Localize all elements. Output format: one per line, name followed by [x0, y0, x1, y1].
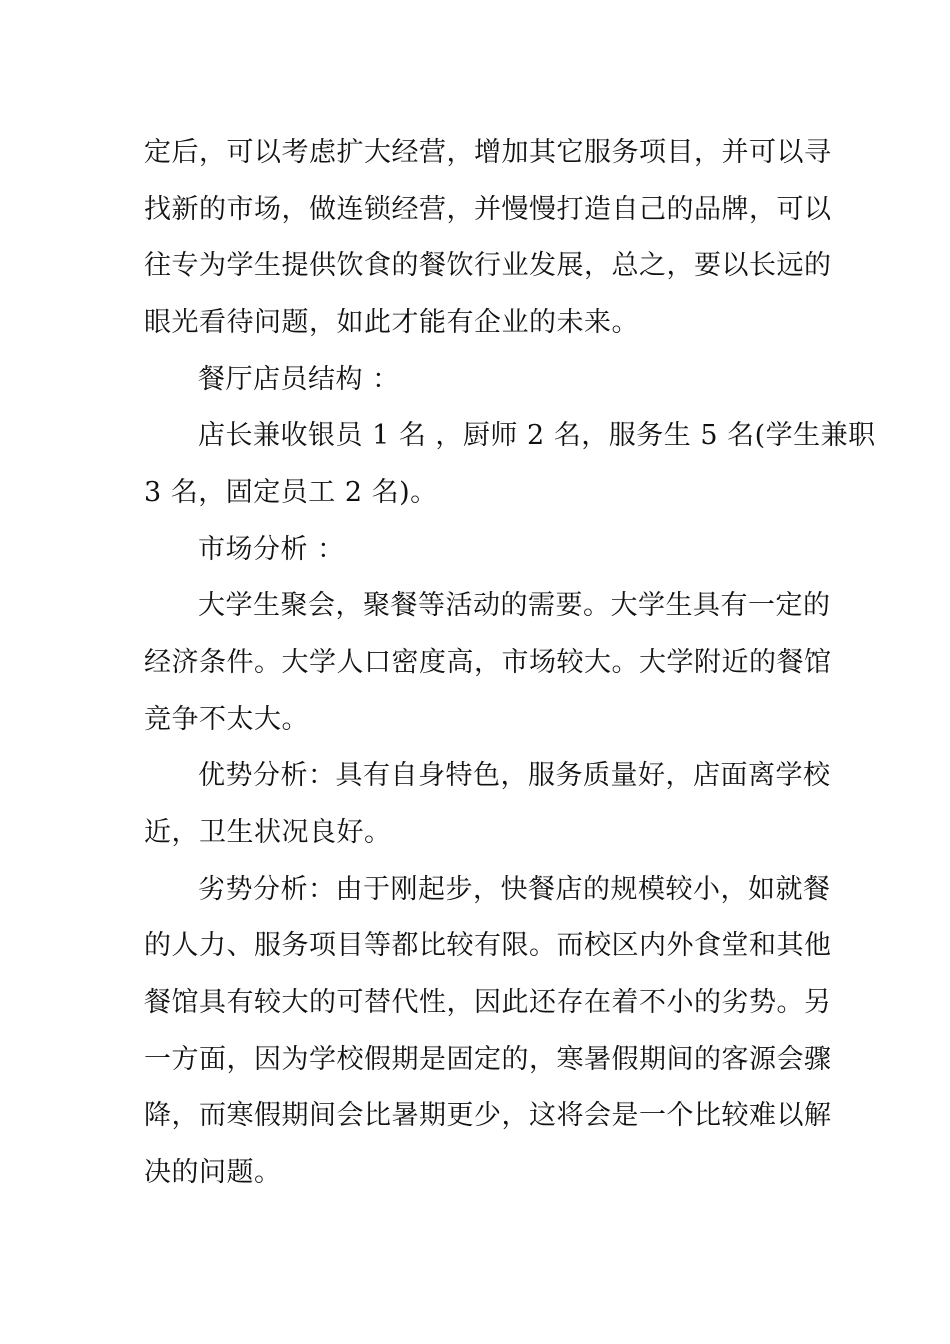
text-line: 大学生聚会，聚餐等活动的需要。大学生具有一定的: [198, 590, 831, 621]
text-line: 餐馆具有较大的可替代性，因此还存在着不小的劣势。另: [144, 987, 832, 1018]
text-line: 竞争不太大。: [144, 704, 309, 735]
text-line: 的人力、服务项目等都比较有限。而校区内外食堂和其他: [144, 930, 832, 961]
text-line: 经济条件。大学人口密度高，市场较大。大学附近的餐馆: [144, 647, 832, 678]
section-heading: 餐厅店员结构 ：: [198, 364, 400, 395]
text-line: 优势分析：具有自身特色，服务质量好，店面离学校: [198, 760, 831, 791]
section-heading: 市场分析 ：: [198, 534, 345, 565]
text-line: 劣势分析：由于刚起步，快餐店的规模较小，如就餐: [198, 874, 831, 905]
text-line: 店长兼收银员 1 名 ，厨师 2 名，服务生 5 名(学生兼职: [198, 420, 876, 451]
text-line: 近，卫生状况良好。: [144, 817, 392, 848]
text-line: 眼光看待问题，如此才能有企业的未来。: [144, 307, 639, 338]
text-line: 找新的市场，做连锁经营，并慢慢打造自己的品牌，可以: [144, 194, 832, 225]
text-line: 3 名，固定员工 2 名)。: [144, 477, 438, 508]
text-line: 决的问题。: [144, 1157, 282, 1188]
text-line: 往专为学生提供饮食的餐饮行业发展，总之，要以长远的: [144, 250, 832, 281]
text-line: 降，而寒假期间会比暑期更少，这将会是一个比较难以解: [144, 1100, 832, 1131]
text-line: 一方面，因为学校假期是固定的，寒暑假期间的客源会骤: [144, 1044, 832, 1075]
text-line: 定后，可以考虑扩大经营，增加其它服务项目，并可以寻: [144, 137, 832, 168]
